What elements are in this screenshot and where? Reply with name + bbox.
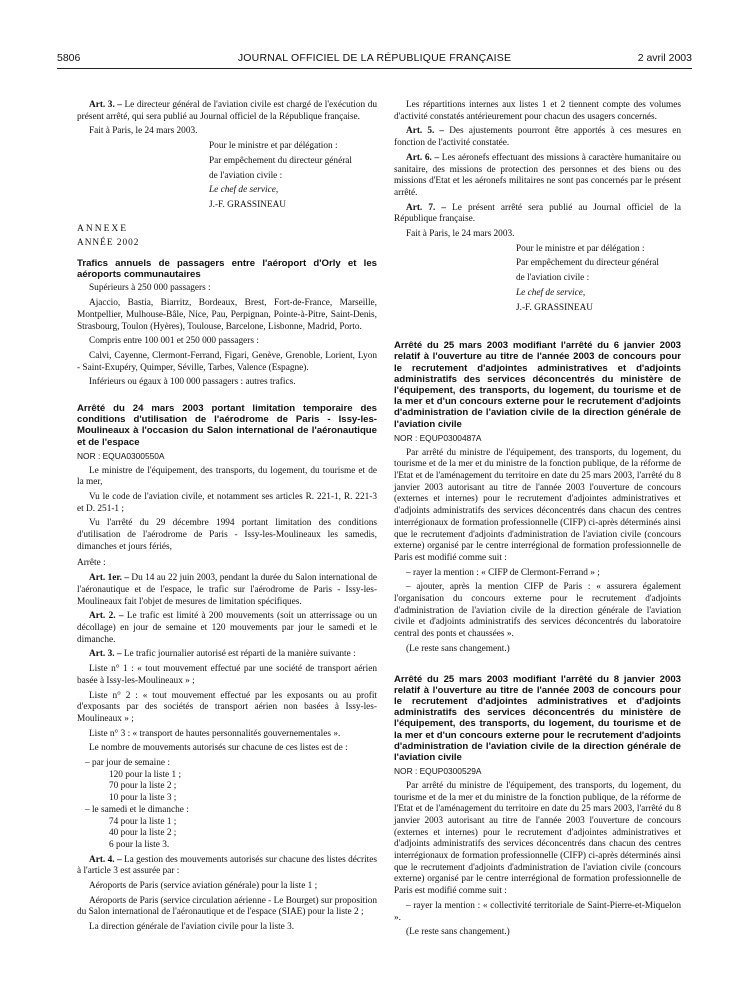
sig-line: Le chef de service, <box>209 185 279 196</box>
art7-text: Le présent arrêté sera publié au Journal officiel de la République française. <box>394 202 682 225</box>
sig-line: Par empêchement du directeur général <box>209 155 352 166</box>
arrete3-item: – rayer la mention : « CIFP de Clermont-Ferrand » ; <box>406 567 600 578</box>
art6-paragraph <box>394 153 681 200</box>
signature-right <box>394 244 681 315</box>
trafics-title: Trafics annuels de passagers entre l'aéroport d'Orly et les aéroports communautaires <box>77 258 377 281</box>
art3-text: Le directeur général de l'aviation civile est chargé de l'exécution du présent arrêté, qui sera publié au Journal officiel de la République française. <box>77 100 378 122</box>
preamble-1: Le ministre de l'équipement, des transports, du logement, du tourisme et de la mer, <box>77 465 377 488</box>
header-rule <box>57 68 692 69</box>
annee-heading: ANNÉE 2002 <box>77 238 140 249</box>
reste-sans-changement: (Le reste sans changement.) <box>406 643 510 654</box>
art2-text: Le trafic est limité à 200 mouvements (soit un atterrissage ou un décollage) en jour de semaine et 120 mouvements par jour le samedi et le dimanche. <box>77 611 377 645</box>
left-column <box>77 100 377 937</box>
arrete2-title: Arrêté du 24 mars 2003 portant limitation temporaire des conditions d'utilisation de l'aérodrome de Paris - Issy-les-Moulineaux à l'occasion du Salon international de l'aéronautique et de l'espace <box>77 403 377 448</box>
arrete3-title: Arrêté du 25 mars 2003 modifiant l'arrêté du 6 janvier 2003 relatif à l'ouverture au titre de l'année 2003 de concours pour le recrutement d'adjointes administratives et d'adjoints administratifs des services déconcentrés du ministère de l'équipement, des transports, du logement, du tourisme et de la mer et d'un concours externe pour le recrutement d'adjoints d'administration de l'aviation civile de la direction générale de l'aviation civile <box>394 340 681 430</box>
gestion-1: Aéroports de Paris (service aviation générale) pour la liste 1 ; <box>89 881 318 892</box>
art4-label: Art. 4. – <box>89 854 122 865</box>
art5-paragraph <box>394 126 681 149</box>
sup-label: Supérieurs à 250 000 passagers : <box>89 283 211 294</box>
fait-right: Fait à Paris, le 24 mars 2003. <box>406 229 515 240</box>
art7-paragraph <box>394 203 681 226</box>
arrete4-body: Par arrêté du ministre de l'équipement, des transports, du logement, du tourisme et de la mer et du ministre de la fonction publique, de la réforme de l'Etat et de l'aménagement du territoire en date du 25 mars 2003, l'arrêté du 8 janvier 2003 autorisant au titre de l'année 2003 l'ouverture de concours (externes et internes) pour le recrutement d'adjointes administratives et d'adjoints administratifs des services déconcentrés dans chacun des centres interrégionaux de formation professionnelle (CIFP) ci-après déterminés ainsi que le recrutement d'adjoints d'administration de l'aviation civile (concours externe) organisé par le centre interrégional de formation professionnelle de Paris est modifié comme suit : <box>394 780 681 897</box>
art5-label: Art. 5. – <box>406 126 445 137</box>
signatory-name: J.-F. GRASSINEAU <box>516 302 593 313</box>
fait-left: Fait à Paris, le 24 mars 2003. <box>89 126 198 137</box>
inferieurs: Inférieurs ou égaux à 100 000 passagers : autres trafics. <box>89 377 296 388</box>
art6-label: Art. 6. – <box>406 152 440 163</box>
right-column <box>394 100 681 942</box>
art1-paragraph <box>77 573 377 608</box>
preamble-3: Vu l'arrêté du 29 décembre 1994 portant limitation des conditions d'utilisation de l'aérodrome de Paris - Issy-les-Moulineaux les samedis, dimanches et jours fériés, <box>77 518 377 552</box>
arrete-heading: Arrête : <box>77 557 106 568</box>
list-item: 6 pour la liste 3. <box>109 839 170 850</box>
nombre-mouvements: Le nombre de mouvements autorisés sur chacune de ces listes est de : <box>89 743 348 754</box>
sig-line: Pour le ministre et par délégation : <box>209 141 338 152</box>
art2-label: Art. 2. – <box>89 611 124 622</box>
art4-paragraph <box>77 855 377 878</box>
liste-3: Liste n° 3 : « transport de hautes personnalités gouvernementales ». <box>89 728 341 739</box>
art3-paragraph <box>77 100 377 123</box>
list-item: 74 pour la liste 1 ; <box>109 816 177 827</box>
gestion-2: Aéroports de Paris (service circulation aérienne - Le Bourget) sur proposition du Salon international de l'aéronautique et de l'espace (SIAE) pour la liste 2 ; <box>77 895 377 918</box>
liste-2: Liste n° 2 : « tout mouvement effectué par les exposants ou au profit d'exposants par des sociétés de transport aérien non basées à Issy-les-Moulineaux » ; <box>77 690 377 724</box>
annexe-heading: ANNEXE <box>77 223 129 234</box>
art4-text: La gestion des mouvements autorisés sur chacune des listes décrites à l'article 3 est assurée par : <box>77 854 377 877</box>
art3b-text: Le trafic journalier autorisé est réparti de la manière suivante : <box>123 649 356 660</box>
art3b-paragraph <box>77 649 377 661</box>
issue-date: 2 avril 2003 <box>637 52 692 64</box>
arrete4-item: – rayer la mention : « collectivité territoriale de Saint-Pierre-et-Miquelon ». <box>394 900 681 923</box>
sig-line: Par empêchement du directeur général <box>516 258 659 269</box>
signature-left <box>77 141 377 212</box>
page-number: 5806 <box>57 52 81 64</box>
arrete4-title: Arrêté du 25 mars 2003 modifiant l'arrêté du 8 janvier 2003 relatif à l'ouverture au titre de l'année 2003 de concours pour le recrutement d'adjointes administratives et d'adjoints administratifs des services déconcentrés du ministère de l'équipement, des transports, du logement, du tourisme et de la mer et d'un concours externe pour le recrutement d'adjoints d'administration de l'aviation civile de la direction générale de l'aviation civile <box>394 673 681 763</box>
list-item: 120 pour la liste 1 ; <box>109 769 182 780</box>
list-item: 70 pour la liste 2 ; <box>109 781 177 792</box>
page-header <box>57 52 692 68</box>
list-item: – le samedi et le dimanche : <box>85 804 189 815</box>
sig-line: Le chef de service, <box>516 287 586 298</box>
art2-paragraph <box>77 611 377 646</box>
arrete3-item: – ajouter, après la mention CIFP de Paris : « assurera également l'organisation du concours externe pour le recrutement d'adjoints d'administration de l'aviation civile de la direction générale de l'aviation civile et d'adjoints administratifs des services déconcentrés du laboratoire central des ponts et chaussées ». <box>394 582 681 640</box>
repartitions: Les répartitions internes aux listes 1 et 2 tiennent compte des volumes d'activité constatés antérieurement pour chacun des usagers concernés. <box>394 100 681 122</box>
art5-text: Des ajustements pourront être apportés à ces mesures en fonction de l'activité constatée. <box>394 126 682 149</box>
gestion-3: La direction générale de l'aviation civile pour la liste 3. <box>89 922 295 933</box>
art6-text: Les aéronefs effectuant des missions à caractère humanitaire ou sanitaire, des missions de protection des personnes et des biens ou des missions d'Etat et les aéronefs militaires ne sont pas concernés par le présent arrêté. <box>394 152 682 198</box>
list-item: 10 pour la liste 3 ; <box>109 793 177 804</box>
list-item: – par jour de semaine : <box>85 758 170 769</box>
nor-code: NOR : EQUA0300550A <box>77 450 165 461</box>
sig-line: de l'aviation civile : <box>516 273 590 284</box>
art7-label: Art. 7. – <box>406 202 447 213</box>
reste-sans-changement: (Le reste sans changement.) <box>406 927 510 938</box>
liste-1: Liste n° 1 : « tout mouvement effectué par une société de transport aérien basée à Issy-les-Moulineaux » ; <box>77 664 377 686</box>
art1-text: Du 14 au 22 juin 2003, pendant la durée du Salon international de l'aéronautique et de l'espace, le trafic sur l'aérodrome de Paris - Issy-les-Moulineaux fait l'objet de mesures de limitation spécifiques. <box>77 573 377 607</box>
art3b-label: Art. 3. – <box>89 649 122 660</box>
compris-label: Compris entre 100 001 et 250 000 passagers : <box>89 336 259 347</box>
list-item: 40 pour la liste 2 ; <box>109 828 177 839</box>
compris-list: Calvi, Cayenne, Clermont-Ferrand, Figari, Genève, Grenoble, Lorient, Lyon - Saint-Exupéry, Quimper, Séville, Tarbes, Valence (Espagne). <box>77 350 377 373</box>
preamble-2: Vu le code de l'aviation civile, et notamment ses articles R. 221-1, R. 221-3 et D. 251-1 ; <box>77 491 377 514</box>
art3-label: Art. 3. – <box>89 100 122 110</box>
journal-title: JOURNAL OFFICIEL DE LA RÉPUBLIQUE FRANÇAISE <box>237 52 512 64</box>
nor-code: NOR : EQUP0300529A <box>394 766 482 777</box>
arrete3-body: Par arrêté du ministre de l'équipement, des transports, du logement, du tourisme et de la mer et du ministre de la fonction publique, de la réforme de l'Etat et de l'aménagement du territoire en date du 25 mars 2003, l'arrêté du 8 janvier 2003 autorisant au titre de l'année 2003 l'ouverture de concours (externes et internes) pour le recrutement d'adjointes administratives et d'adjoints administratifs des services déconcentrés dans chacun des centres interrégionaux de formation professionnelle (CIFP) ci-après déterminés ainsi que le recrutement d'adjoints d'administration de l'aviation civile (concours externe) organisé par le centre interrégional de formation professionnelle de Paris est modifié comme suit : <box>394 447 681 563</box>
mouvements-list <box>77 758 377 852</box>
sup-list: Ajaccio, Bastia, Biarritz, Bordeaux, Brest, Fort-de-France, Marseille, Montpellier, Mulhouse-Bâle, Nice, Pau, Perpignan, Pointe-à-Pitre, Saint-Denis, Strasbourg, Toulon (Hyères), Toulouse, Barcelone, Lisbonne, Madrid, Porto. <box>77 298 377 332</box>
sig-line: Pour le ministre et par délégation : <box>516 243 645 254</box>
sig-line: de l'aviation civile : <box>209 170 283 181</box>
art1-label: Art. 1er. – <box>89 573 130 584</box>
nor-code: NOR : EQUP0300487A <box>394 432 482 443</box>
signatory-name: J.-F. GRASSINEAU <box>209 199 286 210</box>
